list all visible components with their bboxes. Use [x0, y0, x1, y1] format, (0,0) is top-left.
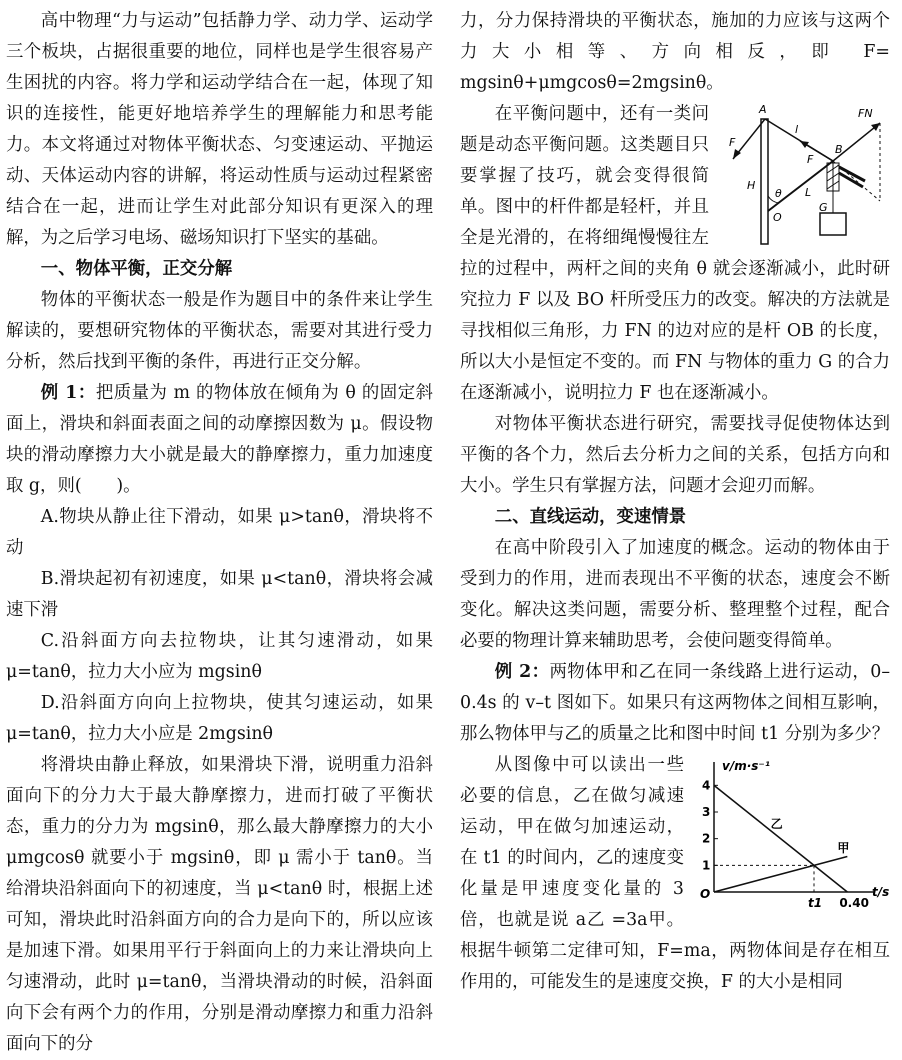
paragraph-with-chart	[460, 750, 890, 998]
weight-block	[820, 213, 846, 235]
x-axis-label: t/s	[872, 885, 890, 899]
paragraph: 在高中阶段引入了加速度的概念。运动的物体由于受到力的作用，进而表现出不平衡的状态，速度会不断变化。解决这类问题，需要分析、整理整个过程，配合必要的物理计算来辅助思考，会使问题变得简单。	[460, 538, 890, 651]
vt-graph	[690, 752, 890, 912]
option-b: B.滑块起初有初速度，如果 μ<tanθ，滑块将会减速下滑	[6, 569, 433, 620]
section-heading-2: 二、直线运动，变速情景	[494, 507, 687, 527]
paragraph-text: 在平衡问题中，还有一类问题是动态平衡问题。这类题目只要掌握了技巧，就会变得很简单。图中的杆件都是轻杆，并且全是光滑的，在将细绳慢慢往左拉的过程中，两杆之间的夹角 θ 就会逐渐减小，此时研究拉力 F 以及 BO 杆所受压力的改变。解决的方法就是寻找相似三角形，力 FN 的边对应的是杆 OB 的长度，所以大小是恒定不变的。而 FN 与物体的重力 G 的合力在逐渐减小，说明拉力 F 也在逐渐减小。	[460, 104, 890, 403]
example-text: 把质量为 m 的物体放在倾角为 θ 的固定斜面上，滑块和斜面表面之间的动摩擦因数为 μ。假设物块的滑动摩擦力大小就是最大的静摩擦力，重力加速度取 g，则( )。	[6, 383, 433, 496]
section-heading-1: 一、物体平衡，正交分解	[40, 259, 233, 279]
left-column	[6, 6, 433, 1060]
right-column	[460, 6, 890, 998]
series-line	[714, 785, 850, 892]
paragraph-text: 从图像中可以读出一些必要的信息，乙在做匀减速运动，甲在做匀加速运动，在 t1 的时间内，乙的速度变化量是甲速度变化量的 3 倍，也就是说 a乙 =3a甲。根据牛顿第二定律可知，F=ma，两物体间是存在相互作用的，可能发生的是速度交换，F 的大小是相同	[460, 755, 890, 992]
series-label: 乙	[770, 817, 783, 831]
y-tick-label: 2	[702, 831, 711, 846]
origin-label: O	[700, 887, 711, 901]
label-h: H	[747, 179, 756, 192]
paragraph: 对物体平衡状态进行研究，需要找寻促使物体达到平衡的各个力，然后去分析力之间的关系，包括方向和大小。学生只有掌握方法，问题才会迎刃而解。	[460, 414, 890, 496]
label-o: O	[773, 211, 782, 224]
example-label: 例 1：	[40, 383, 96, 403]
paragraph-with-figure	[460, 99, 890, 409]
example-text: 两物体甲和乙在同一条线路上进行运动，0–0.4s 的 v–t 图如下。如果只有这两物体之间相互影响，那么物体甲与乙的质量之比和图中时间 t1 分别为多少？	[460, 662, 891, 744]
option-c: C.沿斜面方向去拉物块，让其匀速滑动，如果μ=tanθ，拉力大小应为 mgsinθ	[6, 631, 433, 682]
y-axis-label: v/m·s⁻¹	[722, 759, 770, 773]
label-g: G	[819, 201, 828, 214]
label-fn: FN	[858, 107, 873, 120]
x-tick-label: 0.40	[839, 896, 869, 910]
example-label: 例 2：	[494, 662, 550, 682]
paragraph: 物体的平衡状态一般是作为题目中的条件来让学生解读的，要想研究物体的平衡状态，需要对其进行受力分析，然后找到平衡的条件，再进行正交分解。	[6, 290, 433, 372]
example-1	[6, 378, 433, 502]
y-tick-label: 1	[702, 858, 711, 873]
paragraph: 将滑块由静止释放，如果滑块下滑，说明重力沿斜面向下的分力大于最大静摩擦力，进而打破了平衡状态，重力的分力为 mgsinθ，那么最大静摩擦力的大小 μmgcosθ 就要小于 mgsinθ，即 μ 需小于 tanθ。当给滑块沿斜面向下的初速度，当 μ<tanθ 时，根据上述可知，滑块此时沿斜面方向的合力是向下的，所以应该是加速下滑。如果用平行于斜面向上的力来让滑块向上匀速滑动，此时 μ=tanθ，当滑块滑动的时候，沿斜面向下会有两个力的作用，分别是滑动摩擦力和重力沿斜面向下的分	[6, 755, 433, 1054]
label-f-left: F	[729, 136, 736, 149]
paragraph: 力，分力保持滑块的平衡状态，施加的力应该与这两个力大小相等、方向相反，即 F= mgsinθ+μmgcosθ=2mgsinθ。	[460, 11, 890, 93]
label-l: L	[805, 186, 812, 199]
example-2	[460, 657, 890, 750]
option-d: D.沿斜面方向向上拉物块，使其匀速运动，如果μ=tanθ，拉力大小应是 2mgsinθ	[6, 693, 433, 744]
series-line	[714, 857, 847, 892]
pole	[761, 119, 768, 244]
x-tick-label: t1	[808, 896, 823, 910]
label-l-small: l	[795, 123, 799, 136]
label-a: A	[759, 103, 767, 116]
intro-paragraph: 高中物理“力与运动”包括静力学、动力学、运动学三个板块，占据很重要的地位，同样也是学生很容易产生困扰的内容。将力学和运动学结合在一起，体现了知识的连接性，能更好地培养学生的理解能力和思考能力。本文将通过对物体平衡状态、匀变速运动、平抛运动、天体运动内容的讲解，将运动性质与运动过程紧密结合在一起，进而让学生对此部分知识有更深入的理解，为之后学习电场、磁场知识打下坚实的基础。	[6, 11, 433, 248]
series-label: 甲	[837, 841, 850, 855]
force-diagram-figure	[715, 101, 890, 246]
y-tick-label: 3	[702, 805, 711, 819]
label-b: B	[835, 143, 843, 156]
label-f-mid: F	[807, 153, 814, 166]
label-theta: θ	[775, 187, 782, 200]
y-tick-label: 4	[702, 778, 711, 793]
option-a: A.物块从静止往下滑动，如果 μ>tanθ，滑块将不动	[6, 507, 433, 558]
